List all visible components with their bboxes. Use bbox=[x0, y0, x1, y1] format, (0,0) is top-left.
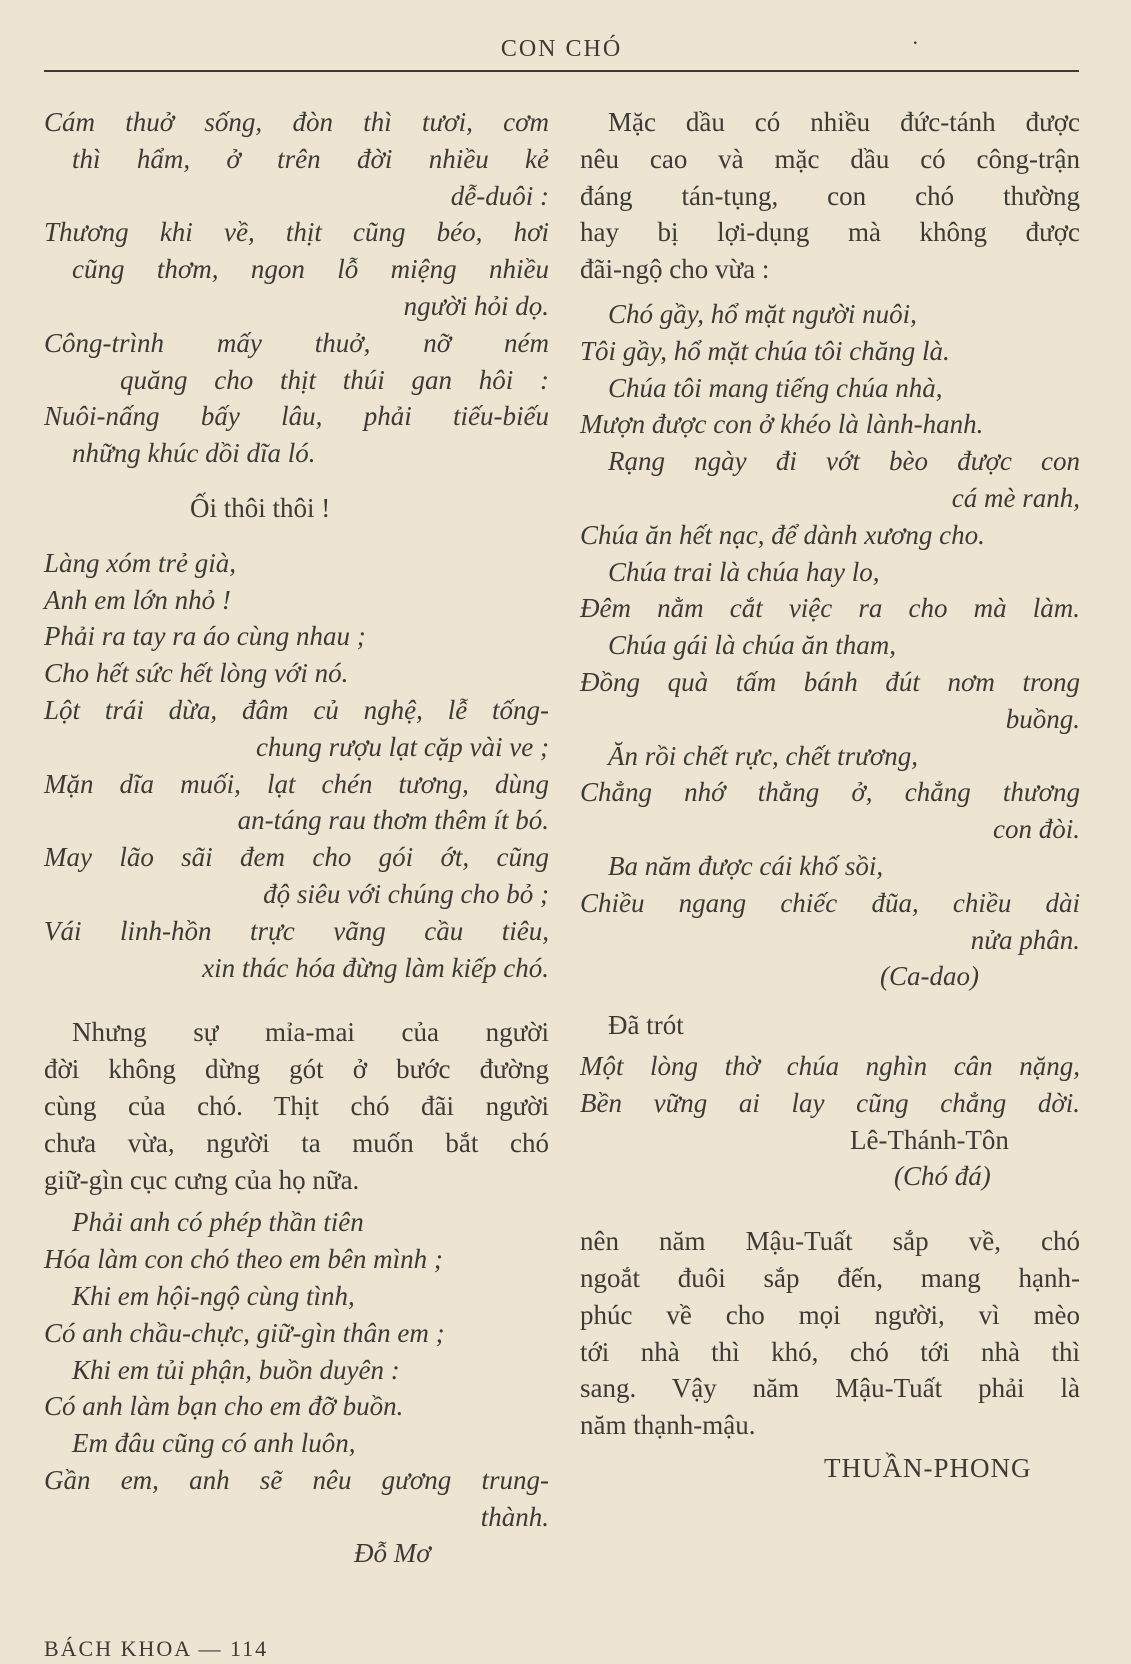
prose-line: phúc về cho mọi người, vì mèo bbox=[580, 1299, 1080, 1330]
verse-line: Anh em lớn nhỏ ! bbox=[44, 584, 231, 615]
right-column bbox=[580, 104, 1080, 1487]
poem-block-le-thanh-ton bbox=[580, 1048, 1080, 1122]
verse-line: May lão sãi đem cho gói ớt, cũng bbox=[44, 842, 549, 873]
verse-line: Có anh chầu-chực, giữ-gìn thân em ; bbox=[44, 1317, 445, 1348]
verse-line: Khi em hội-ngộ cùng tình, bbox=[72, 1280, 355, 1311]
prose-line: đáng tán-tụng, con chó thường bbox=[580, 180, 1080, 211]
verse-line: Mặn dĩa muối, lạt chén tương, dùng bbox=[44, 768, 549, 799]
spacer bbox=[580, 995, 1080, 1007]
closing-paragraph bbox=[580, 1223, 1080, 1444]
verse-line: Cám thuở sống, đòn thì tươi, cơm bbox=[44, 107, 549, 137]
verse-line: Tôi gầy, hổ mặt chúa tôi chăng là. bbox=[580, 335, 950, 366]
verse-line: Khi em tủi phận, buồn duyên : bbox=[72, 1354, 400, 1385]
poem-author: Lê-Thánh-Tôn bbox=[850, 1124, 1009, 1155]
verse-line: Ba năm được cái khố sồi, bbox=[608, 850, 884, 881]
intro-text: Đã trót bbox=[608, 1010, 684, 1041]
spacer bbox=[44, 527, 549, 545]
spacer bbox=[44, 986, 549, 1014]
verse-line: nửa phân. bbox=[970, 924, 1080, 955]
prose-line: sang. Vậy năm Mậu-Tuất phải là bbox=[580, 1373, 1080, 1404]
page-footer: BÁCH KHOA — 114 bbox=[44, 1636, 269, 1661]
verse-line: Hóa làm con chó theo em bên mình ; bbox=[44, 1244, 443, 1275]
verse-line: Đồng quà tấm bánh đút nơm trong bbox=[580, 666, 1080, 697]
verse-line: Mượn được con ở khéo là lành-hanh. bbox=[580, 409, 984, 440]
prose-line: nêu cao và mặc dầu có công-trận bbox=[580, 143, 1080, 174]
prose-line: ngoắt đuôi sắp đến, mang hạnh- bbox=[580, 1262, 1080, 1293]
verse-line: quăng cho thịt thúi gan hôi : bbox=[120, 364, 549, 395]
verse-line: Rạng ngày đi vớt bèo được con bbox=[608, 446, 1080, 477]
verse-line: Đêm nằm cắt việc ra cho mà làm. bbox=[580, 593, 1080, 624]
verse-line: Thương khi về, thịt cũng béo, hơi bbox=[44, 217, 549, 248]
prose-paragraph bbox=[44, 1014, 549, 1198]
verse-line: Cho hết sức hết lòng với nó. bbox=[44, 658, 349, 689]
running-title: CON CHÓ bbox=[500, 36, 623, 62]
left-column bbox=[44, 104, 549, 1572]
verse-line: cũng thơm, ngon lỗ miệng nhiều bbox=[72, 254, 549, 285]
verse-line: Chúa trai là chúa hay lo, bbox=[608, 556, 880, 587]
verse-line: buồng. bbox=[1005, 703, 1080, 734]
exclamation: Ối thôi thôi ! bbox=[190, 492, 331, 523]
header-mark: · bbox=[911, 30, 919, 55]
article-signature: THUẦN-PHONG bbox=[824, 1452, 1032, 1483]
verse-line: độ siêu với chúng cho bỏ ; bbox=[263, 878, 549, 909]
prose-line: đời không dừng gót ở bước đường bbox=[44, 1054, 549, 1085]
verse-line: con đòi. bbox=[993, 814, 1080, 845]
poem-attribution: Đỗ Mơ bbox=[354, 1538, 431, 1569]
prose-line: hay bị lợi-dụng mà không được bbox=[580, 217, 1080, 248]
verse-line: chung rượu lạt cặp vài ve ; bbox=[255, 731, 549, 762]
prose-line: tới nhà thì khó, chó tới nhà thì bbox=[580, 1336, 1080, 1367]
verse-line: xin thác hóa đừng làm kiếp chó. bbox=[202, 952, 549, 983]
verse-line: Vái linh-hồn trực vãng cầu tiêu, bbox=[44, 915, 549, 946]
prose-line: giữ-gìn cục cưng của họ nữa. bbox=[44, 1164, 360, 1195]
verse-line: Một lòng thờ chúa nghìn cân nặng, bbox=[580, 1050, 1080, 1081]
verse-line: Chiều ngang chiếc đũa, chiều dài bbox=[580, 887, 1080, 918]
verse-line: Phải anh có phép thần tiên bbox=[72, 1207, 364, 1238]
verse-line: người hỏi dọ. bbox=[403, 290, 549, 321]
spacer bbox=[44, 472, 549, 490]
spacer bbox=[580, 288, 1080, 296]
verse-line: Phải ra tay ra áo cùng nhau ; bbox=[44, 621, 366, 652]
verse-line: Chúa tôi mang tiếng chúa nhà, bbox=[608, 372, 943, 403]
prose-line: nên năm Mậu-Tuất sắp về, chó bbox=[580, 1226, 1080, 1257]
verse-line: Nuôi-nấng bấy lâu, phải tiếu-biếu bbox=[44, 401, 549, 432]
prose-line: Nhưng sự mỉa-mai của người bbox=[72, 1017, 549, 1048]
verse-line: Gần em, anh sẽ nêu gương trung- bbox=[44, 1464, 549, 1495]
verse-line: Chúa gái là chúa ăn tham, bbox=[608, 630, 896, 661]
prose-paragraph bbox=[580, 104, 1080, 288]
verse-line: Chúa ăn hết nạc, để dành xương cho. bbox=[580, 519, 985, 550]
verse-line: Ăn rồi chết rực, chết trương, bbox=[608, 740, 919, 771]
poem-work-title: (Chó đá) bbox=[894, 1161, 991, 1192]
prose-line: Mặc dầu có nhiều đức-tánh được bbox=[608, 107, 1080, 137]
verse-line: Có anh làm bạn cho em đỡ buồn. bbox=[44, 1391, 404, 1422]
poem-source: (Ca-dao) bbox=[880, 961, 979, 992]
prose-line: đãi-ngộ cho vừa : bbox=[580, 254, 770, 285]
poem-block-3 bbox=[44, 1204, 549, 1535]
poem-block-2 bbox=[44, 545, 549, 987]
page-header bbox=[44, 28, 1079, 72]
verse-line: Chó gầy, hổ mặt người nuôi, bbox=[608, 298, 917, 329]
verse-line: Bền vững ai lay cũng chẳng dời. bbox=[580, 1087, 1080, 1118]
poem-block-1 bbox=[44, 104, 549, 472]
verse-line: an-táng rau thơm thêm ít bó. bbox=[237, 805, 549, 836]
verse-line: dễ-duôi : bbox=[450, 180, 549, 211]
prose-line: năm thạnh-mậu. bbox=[580, 1410, 756, 1441]
prose-line: cùng của chó. Thịt chó đãi người bbox=[44, 1090, 549, 1121]
poem-block-ca-dao bbox=[580, 296, 1080, 958]
verse-line: Lột trái dừa, đâm củ nghệ, lễ tống- bbox=[44, 694, 549, 725]
verse-line: Làng xóm trẻ già, bbox=[44, 547, 236, 578]
verse-line: thành. bbox=[480, 1501, 549, 1532]
verse-line: Chẳng nhớ thằng ở, chẳng thương bbox=[580, 777, 1080, 808]
prose-line: chưa vừa, người ta muốn bắt chó bbox=[44, 1127, 549, 1158]
verse-line: thì hẩm, ở trên đời nhiều kẻ bbox=[72, 143, 549, 174]
verse-line: Công-trình mấy thuở, nỡ ném bbox=[44, 327, 549, 358]
verse-line: những khúc dồi dĩa ló. bbox=[72, 438, 316, 469]
verse-line: cá mè ranh, bbox=[951, 482, 1080, 513]
verse-line: Em đâu cũng có anh luôn, bbox=[72, 1428, 356, 1459]
spacer bbox=[580, 1195, 1080, 1223]
